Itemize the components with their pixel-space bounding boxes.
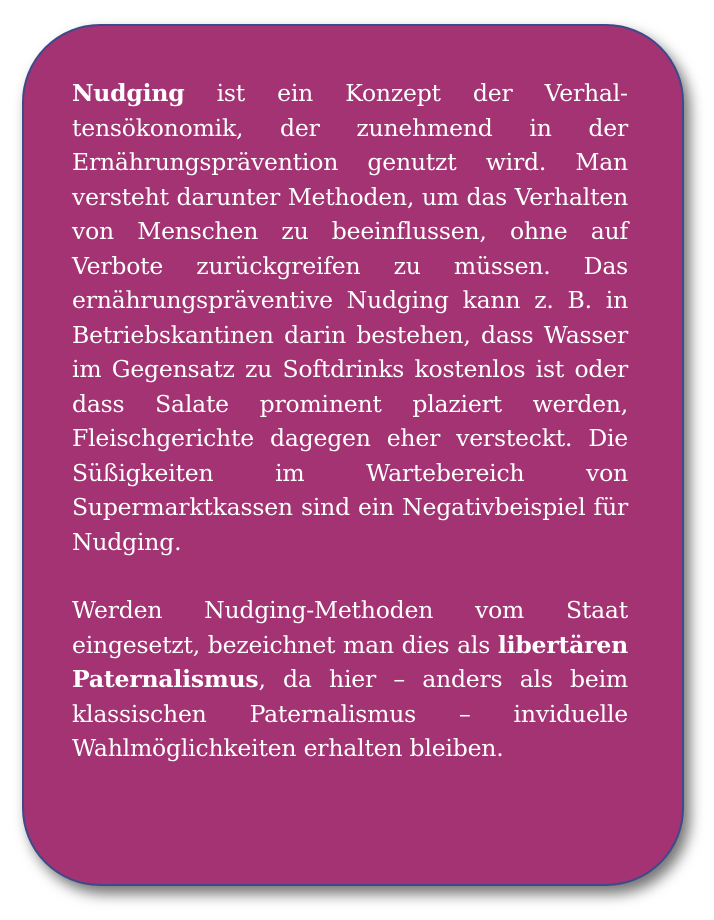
info-box: [22, 24, 684, 886]
paragraph-nudging-text: ist ein Konzept der Verhaltensökonomik, der zunehmend in der Ernährungsprävention genutzt wird. Man versteht darunter Methoden, um das Verhalten von Menschen zu beeinflussen, ohne auf Verbote zurückgreifen zu müssen. Das ernährungspräventive Nudging kann z. B. in Betriebskantinen darin bestehen, dass Wasser im Gegensatz zu Softdrinks kostenlos ist oder dass Salate prominent plaziert werden, Fleischgerichte dagegen eher versteckt. Die Süßigkeiten im Wartebereich von Supermarktkassen sind ein Negativbeispiel für Nudging.: [72, 79, 628, 556]
paragraph-paternalism-text-after: , da hier – anders als beim klassischen Paternalismus – inviduelle Wahlmöglichkeiten erhalten bleiben.: [72, 665, 628, 762]
term-libertarian-paternalism: libertären Paternalismus: [72, 630, 628, 693]
paragraph-paternalism-text-before: Werden Nudging-Methoden vom Staat eingesetzt, bezeichnet man dies als: [72, 596, 628, 659]
term-nudging: Nudging: [72, 79, 185, 107]
paragraph-libertarian-paternalism: [72, 593, 628, 766]
paragraph-nudging-definition: [72, 76, 628, 559]
